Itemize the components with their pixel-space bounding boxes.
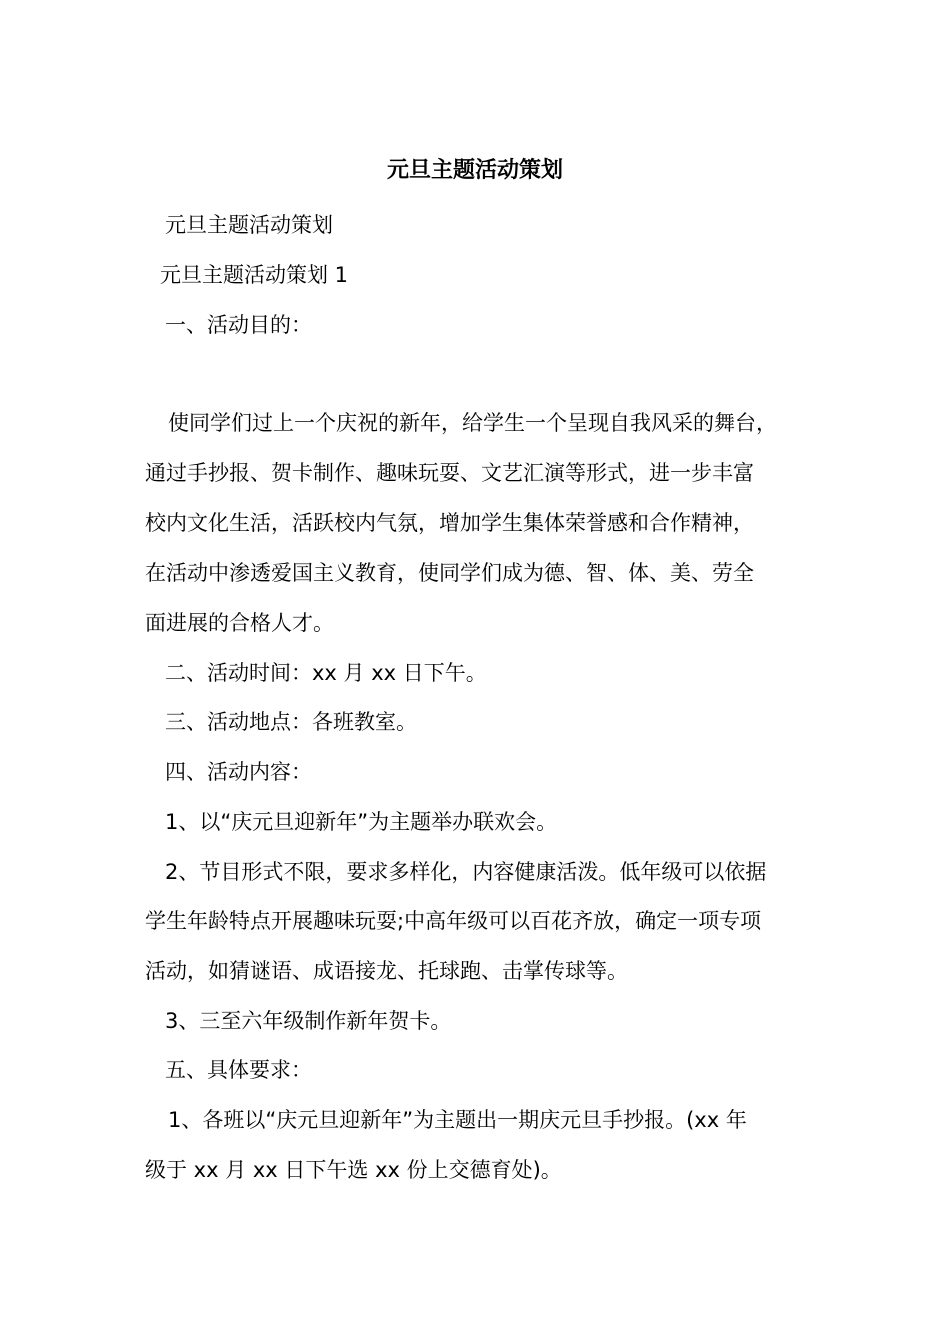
requirement-1-line-2: 级于 xx 月 xx 日下午选 xx 份上交德育处)。 xyxy=(145,1158,562,1182)
requirement-1-line-1: 1、各班以“庆元旦迎新年”为主题出一期庆元旦手抄报。(xx 年 xyxy=(168,1108,747,1132)
heading-content: 四、活动内容： xyxy=(165,760,312,784)
document-title: 元旦主题活动策划 xyxy=(386,158,563,183)
purpose-line-2: 通过手抄报、贺卡制作、趣味玩耍、文艺汇演等形式，进一步丰富 xyxy=(145,461,754,485)
heading-requirements: 五、具体要求： xyxy=(165,1058,312,1082)
content-item-2-line-2: 学生年龄特点开展趣味玩耍;中高年级可以百花齐放，确定一项专项 xyxy=(145,909,762,933)
purpose-line-3: 校内文化生活，活跃校内气氛，增加学生集体荣誉感和合作精神， xyxy=(145,511,754,535)
heading-purpose: 一、活动目的： xyxy=(165,313,312,337)
purpose-line-5: 面进展的合格人才。 xyxy=(145,611,334,635)
section-title: 元旦主题活动策划 1 xyxy=(160,263,349,287)
heading-time: 二、活动时间：xx 月 xx 日下午。 xyxy=(165,661,487,685)
content-item-1: 1、以“庆元旦迎新年”为主题举办联欢会。 xyxy=(165,810,558,834)
purpose-line-1: 使同学们过上一个庆祝的新年，给学生一个呈现自我风采的舞台， xyxy=(168,411,777,435)
content-item-2-line-1: 2、节目形式不限，要求多样化，内容健康活泼。低年级可以依据 xyxy=(165,860,767,884)
content-item-2-line-3: 活动，如猜谜语、成语接龙、托球跑、击掌传球等。 xyxy=(145,959,628,983)
purpose-line-4: 在活动中渗透爱国主义教育，使同学们成为德、智、体、美、劳全 xyxy=(145,561,754,585)
document-subtitle: 元旦主题活动策划 xyxy=(165,213,333,237)
content-item-3: 3、三至六年级制作新年贺卡。 xyxy=(165,1009,452,1033)
heading-location: 三、活动地点：各班教室。 xyxy=(165,710,417,734)
